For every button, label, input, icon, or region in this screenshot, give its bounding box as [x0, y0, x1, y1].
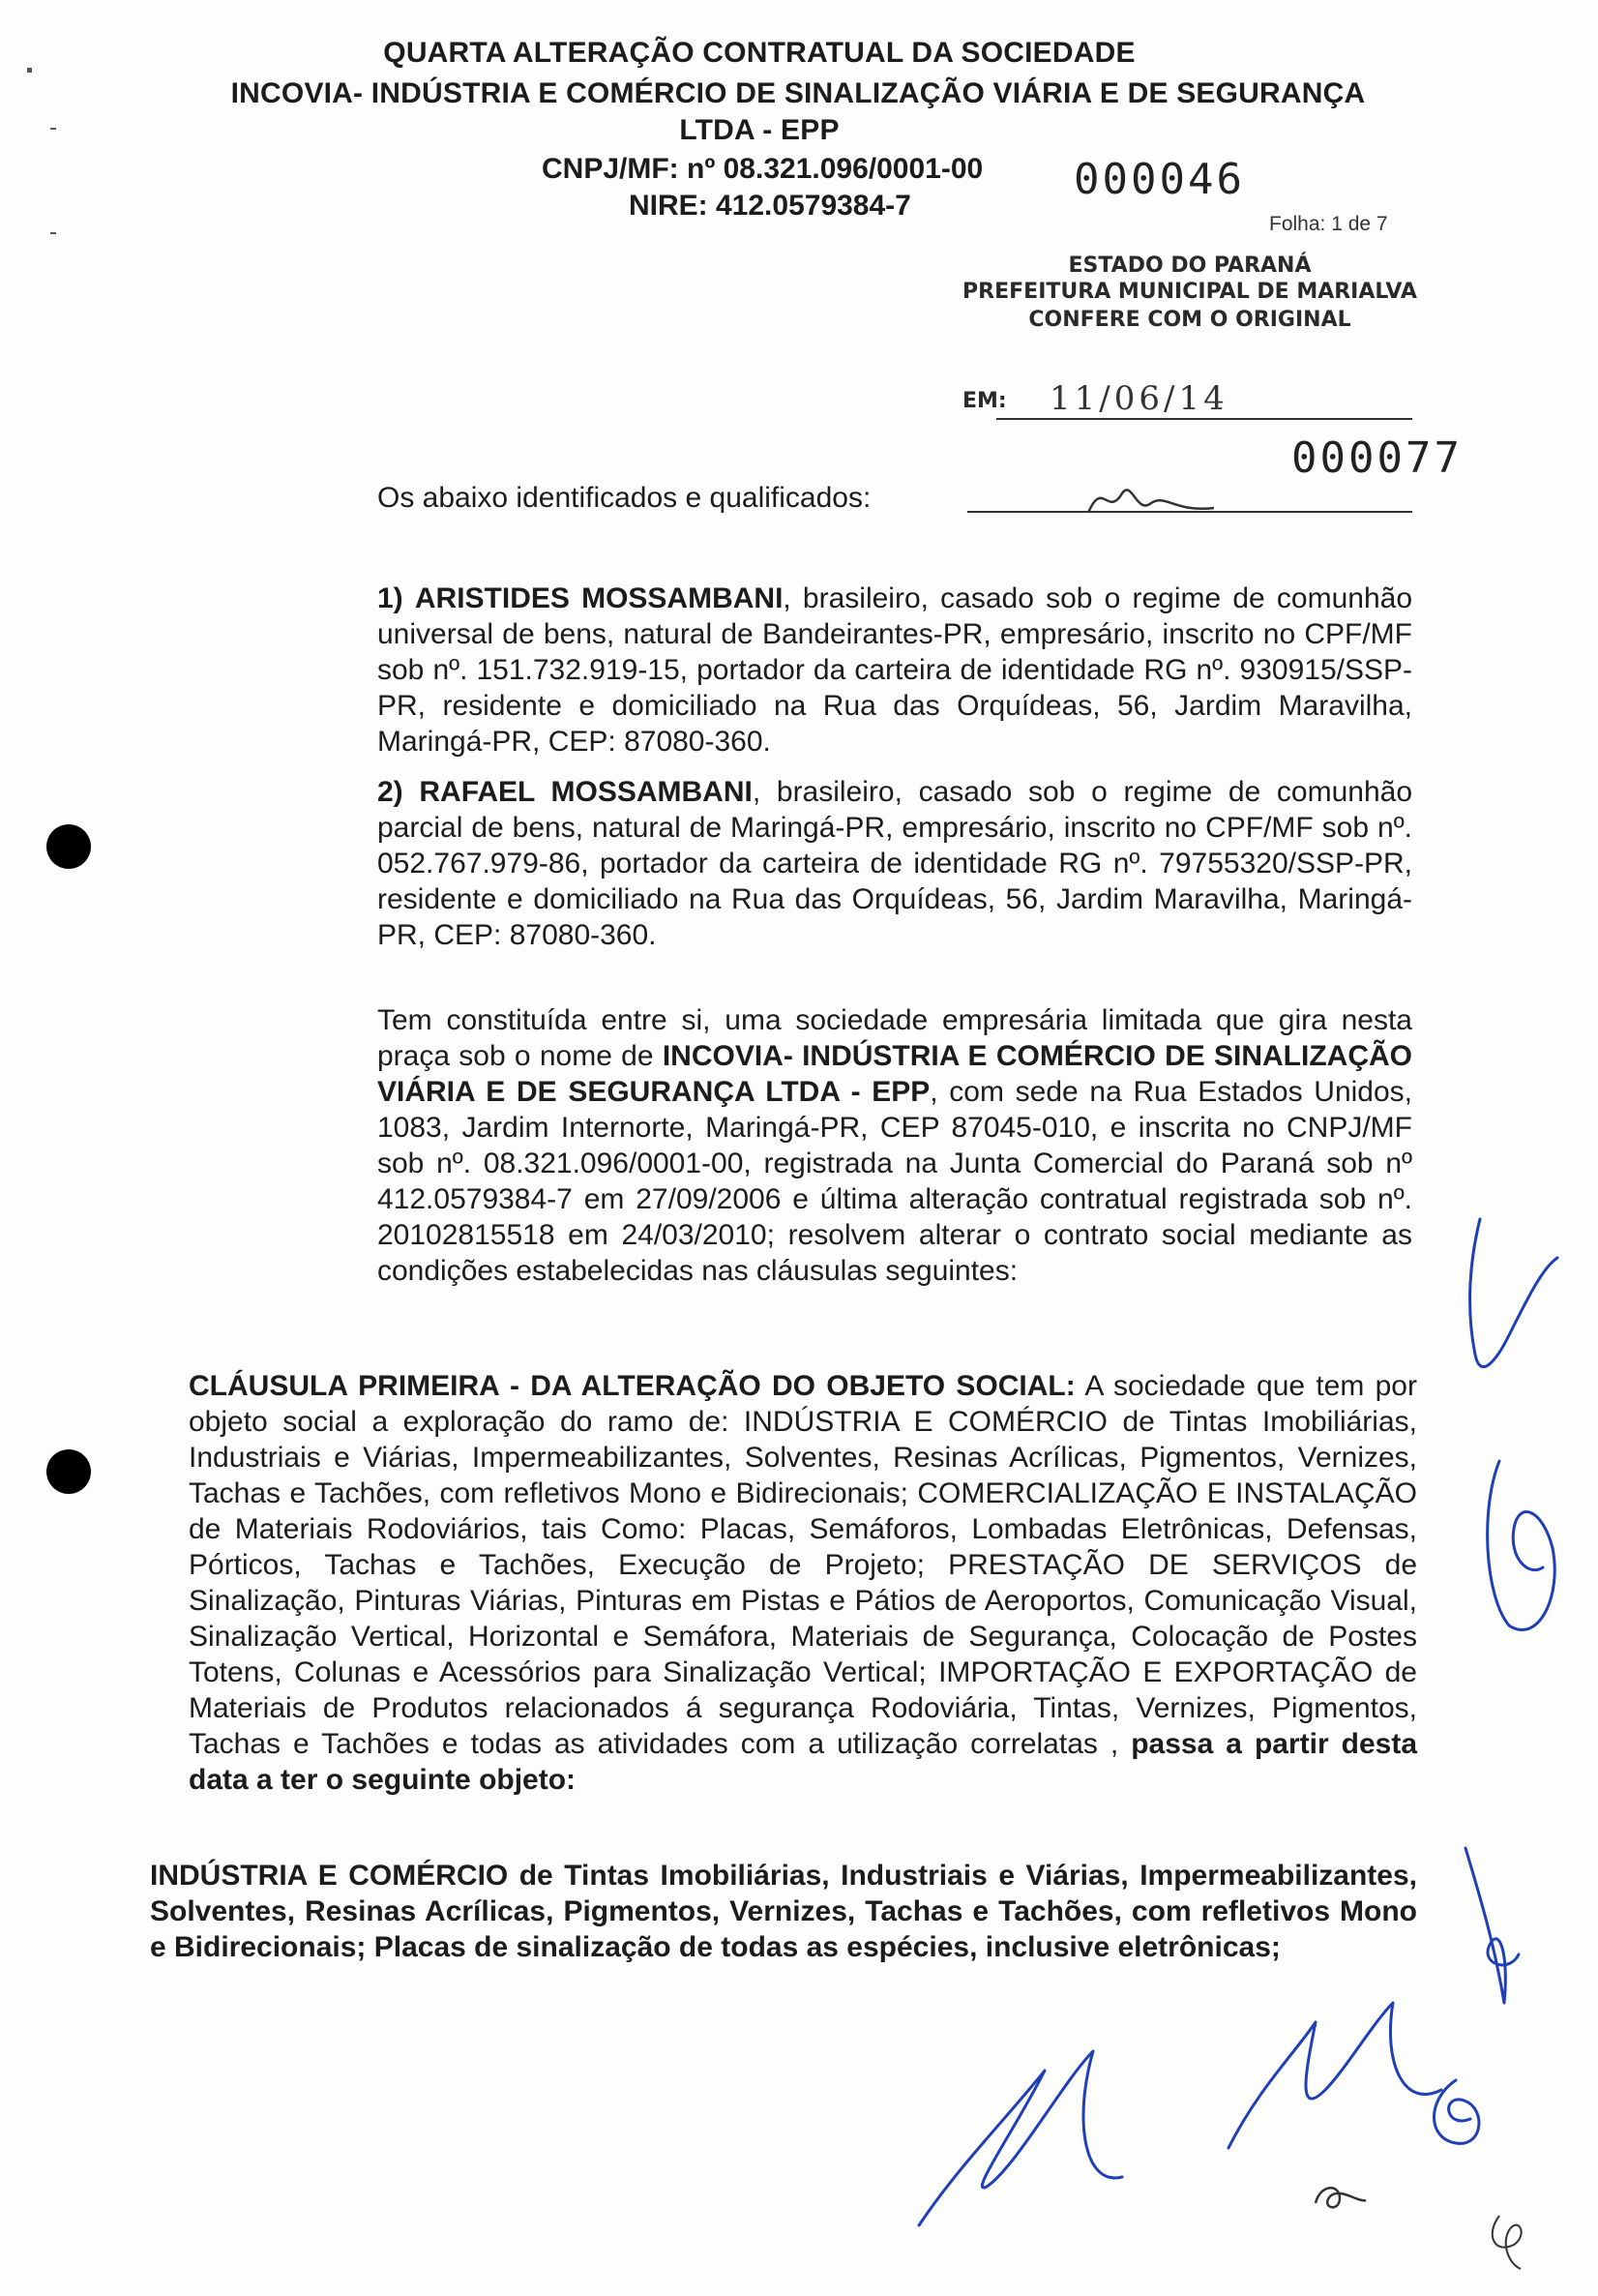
clerk-signature — [1079, 474, 1224, 522]
clause-1-tail: passa a partir desta data a ter o seguinte objeto: — [189, 1728, 1418, 1796]
nire: NIRE: 412.0579384-7 — [629, 190, 911, 222]
new-object-paragraph: INDÚSTRIA E COMÉRCIO de Tintas Imobiliárias, Industriais e Viárias, Impermeabilizantes, Solventes, Resinas Acrílicas, Pigmentos, Vernizes, Tachas e Tachões, com refletivos Mono e Bidirecionais; Placas de sinalização de todas as espécies, inclusive eletrônicas; — [150, 1860, 1417, 1963]
page-number-stamp-top: 000046 — [1074, 155, 1245, 204]
company-name-line1: INCOVIA- INDÚSTRIA E COMÉRCIO DE SINALIZAÇÃO VIÁRIA E DE SEGURANÇA — [230, 77, 1366, 109]
margin-initial-3 — [1451, 1838, 1548, 2013]
partner-2-details: , brasileiro, casado sob o regime de comunhão parcial de bens, natural de Maringá-PR, empresário, inscrito no CPF/MF sob nº. 052.767.979-86, portador da carteira de identidade RG nº. 79755320/SSP-PR, residente e domiciliado na Rua das Orquídeas, 56, Jardim Maravilha, Maringá-PR, CEP: 87080-360. — [377, 776, 1413, 951]
partner-1-name: ARISTIDES MOSSAMBANI — [414, 582, 784, 614]
page-number-stamp-second: 000077 — [1291, 433, 1463, 483]
certification-line3: CONFERE COM O ORIGINAL — [1028, 308, 1351, 332]
ink-scribble — [1306, 2179, 1374, 2218]
certification-line1: ESTADO DO PARANÁ — [1068, 253, 1312, 278]
punch-hole-2 — [46, 1449, 91, 1494]
signature-1 — [900, 2013, 1209, 2245]
clause-1-paragraph — [189, 1368, 1417, 1798]
constitution-post: , com sede na Rua Estados Unidos, 1083, Jardim Internorte, Maringá-PR, CEP 87045-010, e inscrita no CNPJ/MF sob nº. 08.321.096/0001-00, registrada na Junta Comercial do Paraná sob nº 412.0579384-7 em 27/09/2006 e última alteração contratual registrada sob nº. 20102815518 em 24/03/2010; resolvem alterar o contrato social mediante as condições estabelecidas nas cláusulas seguintes: — [377, 1076, 1413, 1287]
cnpj: CNPJ/MF: nº 08.321.096/0001-00 — [542, 153, 984, 185]
signature-3-initial — [1417, 2071, 1494, 2158]
clause-1-heading: CLÁUSULA PRIMEIRA - DA ALTERAÇÃO DO OBJETO SOCIAL: — [189, 1370, 1076, 1402]
punch-hole-1 — [46, 824, 91, 869]
partner-2-number: 2) — [377, 776, 403, 808]
partner-2-name: RAFAEL MOSSAMBANI — [419, 776, 753, 808]
folha-label: Folha: 1 de 7 — [1269, 213, 1388, 235]
company-name-line2: LTDA - EPP — [679, 114, 840, 146]
certification-stamp — [958, 253, 1422, 332]
page-corner-mark — [1480, 2201, 1538, 2279]
partner-1-details: , brasileiro, casado sob o regime de comunhão universal de bens, natural de Bandeirantes-PR, empresário, inscrito no CPF/MF sob nº. 151.732.919-15, portador da carteira de identidade RG nº. 930915/SSP-PR, residente e domiciliado na Rua das Orquídeas, 56, Jardim Maravilha, Maringá-PR, CEP: 87080-360. — [377, 582, 1412, 758]
intro-text: Os abaixo identificados e qualificados: — [377, 482, 872, 514]
margin-initial-1 — [1451, 1200, 1567, 1393]
partner-1-paragraph — [377, 581, 1412, 760]
clause-1-body: A sociedade que tem por objeto social a exploração do ramo de: INDÚSTRIA E COMÉRCIO de Tintas Imobiliárias, Industriais e Viárias, Impermeabilizantes, Solventes, Resinas Acrílicas, Pigmentos, Vernizes, Tachas e Tachões, com refletivos Mono e Bidirecionais; COMERCIALIZAÇÃO E INSTALAÇÃO de Materiais Rodoviários, tais Como: Placas, Semáforos, Lombadas Eletrônicas, Defensas, Pórticos, Tachas e Tachões, Execução de Projeto; PRESTAÇÃO DE SERVIÇOS de Sinalização, Pinturas Viárias, Pinturas em Pistas e Pátios de Aeroportos, Comunicação Visual, Sinalização Vertical, Horizontal e Semáfora, Materiais de Segurança, Colocação de Postes Totens, Colunas e Acessórios para Sinalização Vertical; IMPORTAÇÃO E EXPORTAÇÃO de Materiais de Produtos relacionados á segurança Rodoviária, Tintas, Vernizes, Pigmentos, Tachas e Tachões e todas as atividades com a utilização correlatas , — [189, 1370, 1417, 1760]
certification-date-handwritten: 11/06/14 — [1050, 379, 1228, 418]
partner-2-paragraph — [377, 774, 1412, 953]
scan-speck — [50, 232, 56, 234]
certification-line2: PREFEITURA MUNICIPAL DE MARIALVA — [962, 280, 1417, 304]
constitution-company: INCOVIA- INDÚSTRIA E COMÉRCIO DE SINALIZAÇÃO VIÁRIA E DE SEGURANÇA LTDA - EPP — [377, 1040, 1412, 1108]
date-underline — [996, 418, 1412, 420]
constitution-pre: Tem constituída entre si, uma sociedade empresária limitada que gira nesta praça sob o nome de — [377, 1004, 1412, 1072]
constitution-paragraph — [377, 1002, 1412, 1289]
certification-date-label: EM: — [962, 389, 1007, 413]
scan-speck — [27, 68, 32, 73]
scan-speck — [50, 128, 56, 130]
partner-1-number: 1) — [377, 582, 403, 614]
document-title: QUARTA ALTERAÇÃO CONTRATUAL DA SOCIEDADE — [383, 37, 1136, 69]
margin-initial-2 — [1470, 1451, 1577, 1645]
